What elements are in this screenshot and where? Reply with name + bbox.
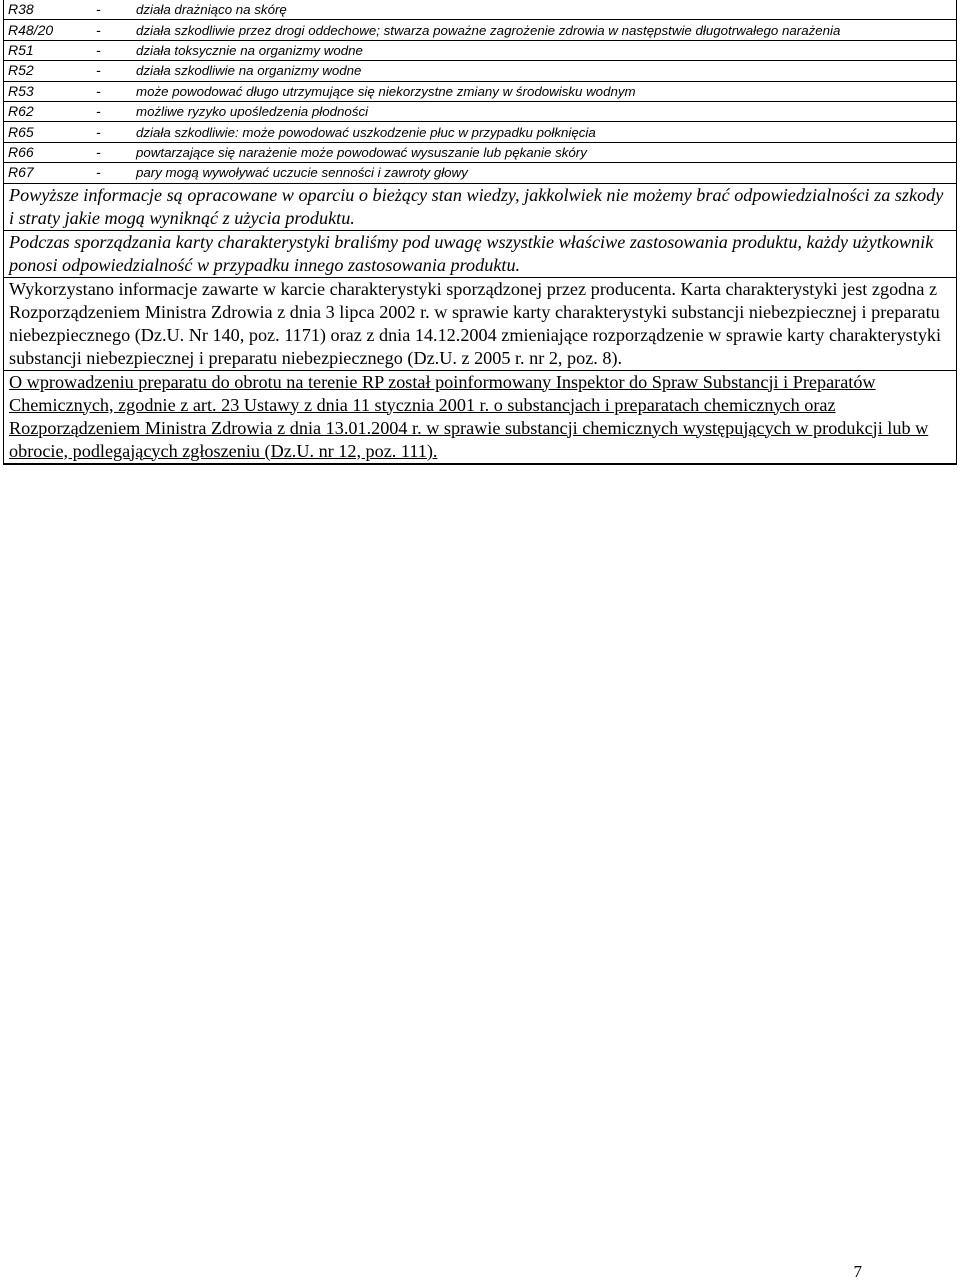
disclaimer-paragraph: Powyższe informacje są opracowane w oparciu o bieżący stan wiedzy, jakkolwiek nie możemy brać odpowiedzialności za szkody i straty jakie mogą wyniknąć z użycia produktu. [9,184,944,228]
table-row [4,0,956,20]
r-phrase-dash: - [96,20,136,40]
r-phrase-text: działa szkodliwie przez drogi oddechowe; stwarza poważne zagrożenie zdrowia w następstwie długotrwałego narażenia [136,20,956,40]
r-phrase-text: pary mogą wywoływać uczucie senności i zawroty głowy [136,163,956,183]
table-row [4,122,956,142]
table-row [4,101,956,121]
r-phrase-text: możliwe ryzyko upośledzenia płodności [136,101,956,121]
inspector-section [4,371,956,464]
r-phrase-dash: - [96,142,136,162]
table-row [4,40,956,60]
r-phrase-text: powtarzające się narażenie może powodować wysuszanie lub pękanie skóry [136,142,956,162]
table-row [4,61,956,81]
r-phrase-code: R51 [4,40,96,60]
table-row [4,81,956,101]
r-phrase-code: R62 [4,101,96,121]
table-row [4,142,956,162]
r-phrase-code: R52 [4,61,96,81]
inspector-paragraph: O wprowadzeniu preparatu do obrotu na terenie RP został poinformowany Inspektor do Spraw Substancji i Preparatów Chemicznych, zgodnie z art. 23 Ustawy z dnia 11 stycznia 2001 r. o substancjach i preparatach chemicznych oraz Rozporządzeniem Ministra Zdrowia z dnia 13.01.2004 r. w sprawie substancji chemicznych występujących w produkcji lub w obrocie, podlegających zgłoszeniu (Dz.U. nr 12, poz. 111). [9,371,929,461]
document-frame [3,0,957,465]
r-phrases-table [4,0,956,184]
r-phrase-text: działa szkodliwie na organizmy wodne [136,61,956,81]
r-phrase-code: R53 [4,81,96,101]
inspector-paragraph-wrapper [9,371,952,463]
r-phrase-dash: - [96,163,136,183]
r-phrase-dash: - [96,101,136,121]
r-phrase-code: R48/20 [4,20,96,40]
table-row [4,20,956,40]
r-phrase-text: działa szkodliwie: może powodować uszkodzenie płuc w przypadku połknięcia [136,122,956,142]
r-phrase-code: R67 [4,163,96,183]
disclaimer-section [4,184,956,231]
page-number: 7 [853,1262,862,1281]
r-phrase-text: może powodować długo utrzymujące się niekorzystne zmiany w środowisku wodnym [136,81,956,101]
r-phrase-code: R66 [4,142,96,162]
r-phrase-dash: - [96,61,136,81]
r-phrase-dash: - [96,0,136,20]
sources-section [4,278,956,371]
usage-paragraph: Podczas sporządzania karty charakterystyki braliśmy pod uwagę wszystkie właściwe zastosowania produktu, każdy użytkownik ponosi odpowiedzialność w przypadku innego zastosowania produktu. [9,231,934,275]
r-phrase-code: R38 [4,0,96,20]
r-phrase-text: działa toksycznie na organizmy wodne [136,40,956,60]
r-phrase-dash: - [96,81,136,101]
r-phrase-code: R65 [4,122,96,142]
usage-section [4,231,956,278]
r-phrase-dash: - [96,40,136,60]
sources-paragraph: Wykorzystano informacje zawarte w karcie charakterystyki sporządzonej przez producenta. Karta charakterystyki jest zgodna z Rozporządzeniem Ministra Zdrowia z dnia 3 lipca 2002 r. w sprawie karty charakterystyki substancji niebezpiecznej i preparatu niebezpiecznego (Dz.U. Nr 140, poz. 1171) oraz z dnia 14.12.2004 zmieniające rozporządzenie w sprawie karty charakterystyki substancji niebezpiecznej i preparatu niebezpiecznego (Dz.U. z 2005 r. nr 2, poz. 8). [9,278,942,368]
r-phrase-text: działa drażniąco na skórę [136,0,956,20]
r-phrase-dash: - [96,122,136,142]
table-row [4,163,956,183]
